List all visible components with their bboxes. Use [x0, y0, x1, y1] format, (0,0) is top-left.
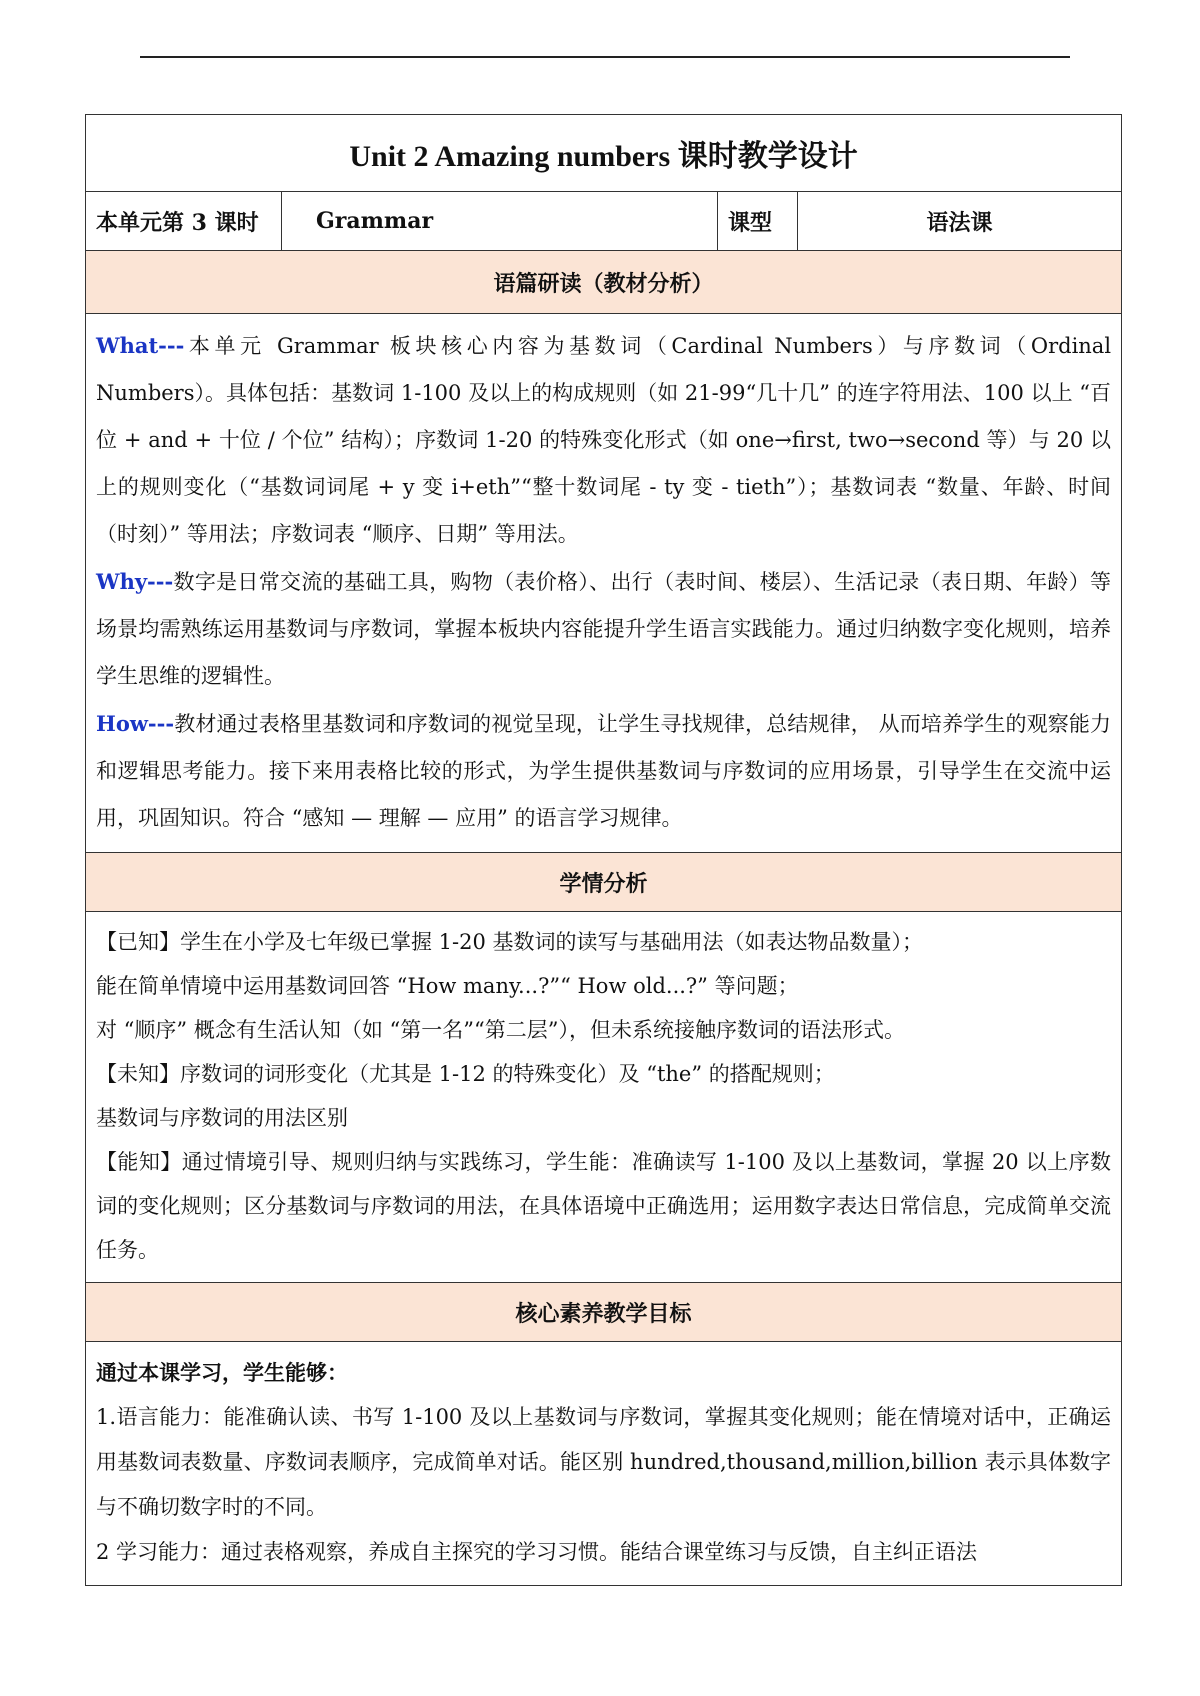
- text-analysis-body: [86, 314, 1122, 853]
- learner-line: 对 “顺序” 概念有生活认知（如 “第一名”“第二层”），但未系统接触序数词的语法形式。: [96, 1018, 905, 1042]
- document-title: Unit 2 Amazing numbers 课时教学设计: [86, 115, 1122, 192]
- objectives-intro: 通过本课学习，学生能够：: [96, 1360, 348, 1385]
- learner-line: 【未知】序数词的词形变化（尤其是 1-12 的特殊变化）及 “the” 的搭配规则；: [96, 1062, 835, 1086]
- lesson-plan-table: [85, 114, 1122, 1586]
- how-paragraph: [96, 700, 1111, 842]
- what-key: What---: [96, 333, 185, 358]
- section-heading-text-analysis: 语篇研读（教材分析）: [86, 251, 1122, 314]
- objectives-body: [86, 1342, 1122, 1586]
- why-paragraph: [96, 558, 1111, 700]
- header-rule: [140, 56, 1070, 58]
- why-text: 数字是日常交流的基础工具，购物（表价格）、出行（表时间、楼层）、生活记录（表日期、年龄）等场景均需熟练运用基数词与序数词，掌握本板块内容能提升学生语言实践能力。通过归纳数字变化规则，培养学生思维的逻辑性。: [96, 570, 1112, 688]
- lesson-type-label: 课型: [718, 192, 798, 251]
- objective-item: 1.语言能力：能准确认读、书写 1-100 及以上基数词与序数词，掌握其变化规则；能在情境对话中，正确运用基数词表数量、序数词表顺序，完成简单对话。能区别 hundred,thousand,million,billion 表示具体数字与不确切数字时的不同。: [96, 1405, 1112, 1519]
- why-key: Why---: [96, 569, 174, 594]
- what-text: 本单元 Grammar 板块核心内容为基数词（Cardinal Numbers）与序数词（Ordinal Numbers）。具体包括：基数词 1-100 及以上的构成规则（如 21-99“几十几” 的连字符用法、100 以上 “百位 + and + 十位 / 个位” 结构）；序数词 1-20 的特殊变化形式（如 one→first, two→second 等）与 20 以上的规则变化（“基数词词尾 + y 变 i+eth”“整十数词尾 - ty 变 - tieth”）；基数词表 “数量、年龄、时间（时刻）” 等用法；序数词表 “顺序、日期” 等用法。: [96, 334, 1112, 546]
- section-heading-learner-analysis: 学情分析: [86, 853, 1122, 912]
- what-paragraph: [96, 322, 1111, 558]
- lesson-type-value: 语法课: [798, 192, 1122, 251]
- learner-line: 能在简单情境中运用基数词回答 “How many...?”“ How old...?” 等问题；: [96, 974, 799, 998]
- section-heading-objectives: 核心素养教学目标: [86, 1283, 1122, 1342]
- lesson-topic: Grammar: [282, 192, 718, 251]
- objective-item: 2 学习能力：通过表格观察，养成自主探究的学习习惯。能结合课堂练习与反馈，自主纠正语法: [96, 1540, 978, 1564]
- how-text: 教材通过表格里基数词和序数词的视觉呈现，让学生寻找规律，总结规律， 从而培养学生的观察能力和逻辑思考能力。接下来用表格比较的形式，为学生提供基数词与序数词的应用场景，引导学生在交流中运用，巩固知识。符合 “感知 — 理解 — 应用” 的语言学习规律。: [96, 712, 1112, 830]
- how-key: How---: [96, 711, 175, 736]
- learner-line: 基数词与序数词的用法区别: [96, 1106, 348, 1130]
- learner-analysis-body: [86, 912, 1122, 1283]
- learner-line: 【已知】学生在小学及七年级已掌握 1-20 基数词的读写与基础用法（如表达物品数量）；: [96, 930, 924, 954]
- learner-line: 【能知】通过情境引导、规则归纳与实践练习，学生能：准确读写 1-100 及以上基数词，掌握 20 以上序数词的变化规则；区分基数词与序数词的用法，在具体语境中正确选用；运用数字表达日常信息，完成简单交流任务。: [96, 1150, 1112, 1262]
- lesson-number: 本单元第 3 课时: [86, 192, 282, 251]
